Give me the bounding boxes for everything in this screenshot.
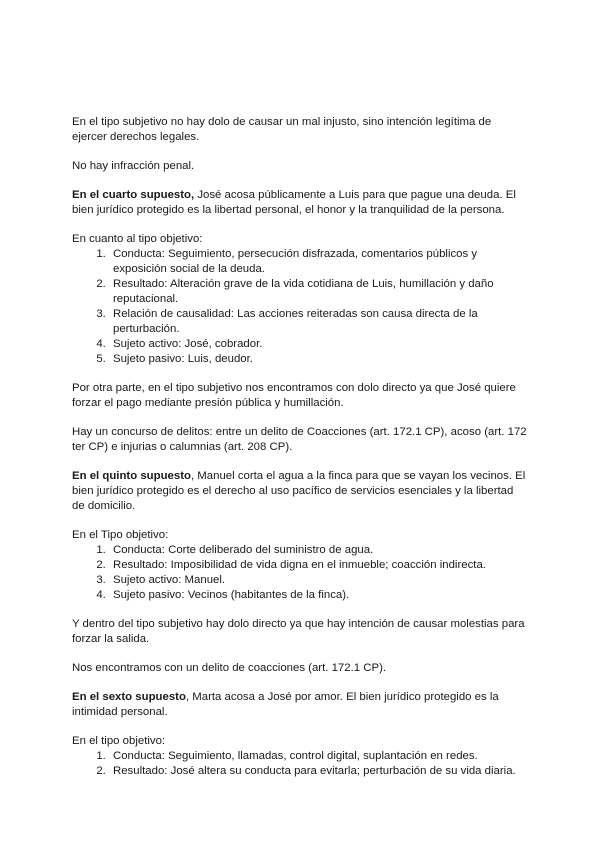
list-item: 2. Resultado: José altera su conducta para evitarla; perturbación de su vida diaria. bbox=[109, 764, 528, 779]
paragraph-no-infraction: No hay infracción penal. bbox=[72, 160, 195, 172]
paragraph-subjective-type: En el tipo subjetivo no hay dolo de causar un mal injusto, sino intención legítima de ejercer derechos legales. bbox=[72, 116, 492, 143]
list-item: 1. Conducta: Corte deliberado del suministro de agua. bbox=[109, 543, 528, 558]
case4-intro bbox=[72, 188, 528, 218]
list-item: 2. Resultado: Alteración grave de la vida cotidiana de Luis, humillación y daño reputacional. bbox=[109, 277, 528, 307]
case4-objective-list bbox=[72, 247, 528, 367]
list-item: 2. Resultado: Imposibilidad de vida digna en el inmueble; coacción indirecta. bbox=[109, 558, 528, 573]
case6-lead: En el sexto supuesto bbox=[72, 691, 186, 703]
case5-text: , Manuel corta el agua a la finca para que se vayan los vecinos. El bien jurídico protegido es el derecho al uso pacífico de servicios esenciales y la libertad de domicilio. bbox=[72, 470, 526, 512]
case5-objective-list bbox=[72, 543, 528, 603]
list-item: 4. Sujeto activo: José, cobrador. bbox=[109, 337, 528, 352]
case6-text: , Marta acosa a José por amor. El bien jurídico protegido es la intimidad personal. bbox=[72, 691, 499, 718]
case4-subjective: Por otra parte, en el tipo subjetivo nos encontramos con dolo directo ya que José quiere forzar el pago mediante presión pública y humillación. bbox=[72, 382, 516, 409]
case5-conclusion: Nos encontramos con un delito de coacciones (art. 172.1 CP). bbox=[72, 662, 387, 674]
case4-conclusion: Hay un concurso de delitos: entre un delito de Coacciones (art. 172.1 CP), acoso (art. 172 ter CP) e injurias o calumnias (art. 208 CP). bbox=[72, 426, 527, 453]
case6-objective-list bbox=[72, 749, 528, 779]
document-page bbox=[72, 115, 528, 793]
case5-list-intro: En el Tipo objetivo: bbox=[72, 529, 169, 541]
case6-list-intro: En el tipo objetivo: bbox=[72, 735, 166, 747]
case5-intro bbox=[72, 469, 528, 514]
case6-intro bbox=[72, 690, 528, 720]
list-item: 3. Relación de causalidad: Las acciones reiteradas son causa directa de la perturbación. bbox=[109, 307, 528, 337]
list-item: 1. Conducta: Seguimiento, llamadas, control digital, suplantación en redes. bbox=[109, 749, 528, 764]
list-item: 1. Conducta: Seguimiento, persecución disfrazada, comentarios públicos y exposición social de la deuda. bbox=[109, 247, 528, 277]
case4-list-intro: En cuanto al tipo objetivo: bbox=[72, 233, 203, 245]
case4-text: José acosa públicamente a Luis para que pague una deuda. El bien jurídico protegido es la libertad personal, el honor y la tranquilidad de la persona. bbox=[72, 189, 516, 216]
list-item: 4. Sujeto pasivo: Vecinos (habitantes de la finca). bbox=[109, 588, 528, 603]
case5-lead: En el quinto supuesto bbox=[72, 470, 191, 482]
case4-lead: En el cuarto supuesto, bbox=[72, 189, 195, 201]
case5-subjective: Y dentro del tipo subjetivo hay dolo directo ya que hay intención de causar molestias para forzar la salida. bbox=[72, 618, 525, 645]
list-item: 3. Sujeto activo: Manuel. bbox=[109, 573, 528, 588]
list-item: 5. Sujeto pasivo: Luis, deudor. bbox=[109, 352, 528, 367]
